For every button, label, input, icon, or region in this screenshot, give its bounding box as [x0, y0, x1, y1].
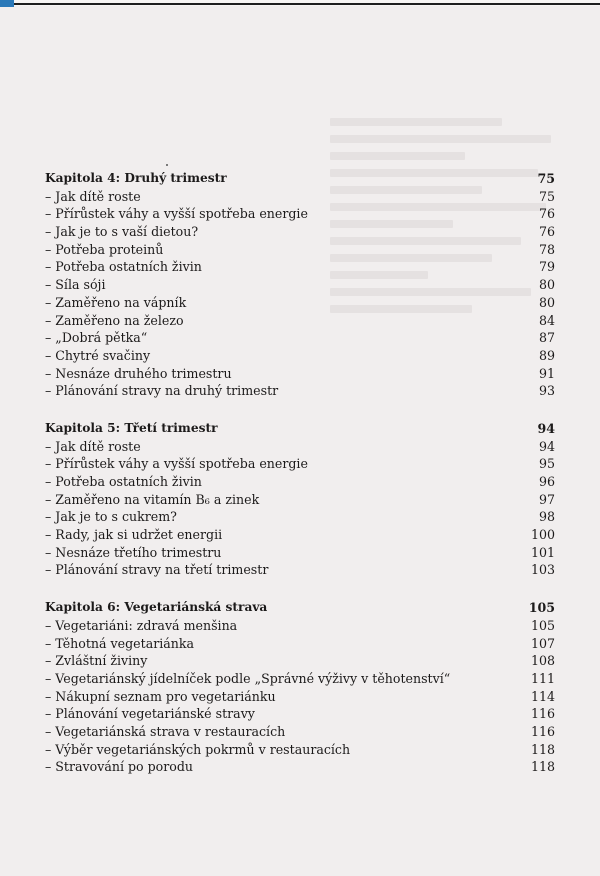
toc-entry	[45, 473, 555, 491]
entry-page: 103	[530, 562, 555, 578]
entry-page: 80	[538, 277, 555, 293]
entry-page: 94	[538, 438, 555, 454]
toc-entry	[45, 561, 555, 579]
entry-label: – Plánování stravy na druhý trimestr	[45, 383, 279, 399]
toc-entry	[45, 241, 555, 259]
entry-page: 91	[538, 365, 555, 381]
chapter-6	[45, 599, 555, 776]
toc-entry	[45, 526, 555, 544]
entry-page: 107	[530, 635, 555, 651]
entry-label: – Nákupní seznam pro vegetariánku	[45, 688, 276, 704]
entry-label: – Stravování po porodu	[45, 759, 194, 775]
table-of-contents	[45, 170, 555, 796]
entry-page: 101	[530, 544, 555, 560]
entry-page: 96	[538, 474, 555, 489]
toc-entry	[45, 223, 555, 241]
toc-entry	[45, 205, 555, 223]
toc-entry	[45, 365, 555, 383]
entry-label: – Zvláštní živiny	[45, 653, 148, 669]
toc-entry	[45, 491, 555, 509]
entry-label: – Jak dítě roste	[45, 438, 141, 454]
entry-page: 98	[538, 509, 555, 525]
entry-label: – Výběr vegetariánských pokrmů v restauracích	[45, 741, 351, 757]
entry-page: 76	[538, 206, 555, 222]
entry-label: – Plánování vegetariánské stravy	[45, 706, 255, 722]
entry-label: – Potřeba proteinů	[45, 241, 164, 257]
toc-entry	[45, 258, 555, 276]
entry-page: 97	[538, 491, 555, 507]
toc-entry	[45, 635, 555, 653]
toc-entry	[45, 652, 555, 670]
entry-label: – Nesnáze třetího trimestru	[45, 544, 222, 560]
binding-strip	[0, 0, 14, 7]
entry-page: 87	[538, 330, 555, 346]
entry-page: 84	[538, 312, 555, 328]
entry-label: – Potřeba ostatních živin	[45, 474, 202, 489]
entry-page: 93	[538, 383, 555, 399]
chapter-page: 75	[537, 171, 555, 186]
entry-label: – Nesnáze druhého trimestru	[45, 365, 232, 381]
toc-entry	[45, 312, 555, 330]
entry-page: 100	[530, 527, 555, 543]
toc-entry	[45, 758, 555, 776]
entry-label: – Vegetariáni: zdravá menšina	[45, 617, 238, 633]
chapter-heading	[45, 170, 555, 188]
toc-entry	[45, 438, 555, 456]
entry-label: – Přírůstek váhy a vyšší spotřeba energie	[45, 456, 308, 472]
toc-entry	[45, 329, 555, 347]
entry-page: 118	[530, 759, 555, 775]
entry-label: – Vegetariánská strava v restauracích	[45, 723, 286, 739]
entry-page: 79	[538, 259, 555, 275]
toc-entry	[45, 617, 555, 635]
entry-label: – Zaměřeno na železo	[45, 312, 184, 328]
toc-entry	[45, 276, 555, 294]
entry-page: 116	[530, 723, 555, 739]
entry-label: – Plánování stravy na třetí trimestr	[45, 562, 269, 578]
toc-entry	[45, 382, 555, 400]
entry-label: – Rady, jak si udržet energii	[45, 527, 223, 543]
toc-entry	[45, 294, 555, 312]
toc-entry	[45, 508, 555, 526]
toc-entry	[45, 688, 555, 706]
toc-entry	[45, 670, 555, 688]
entry-page: 118	[530, 741, 555, 757]
chapter-4	[45, 170, 555, 400]
toc-entry	[45, 347, 555, 365]
entry-label: – Síla sóji	[45, 277, 106, 293]
toc-entry	[45, 741, 555, 759]
entry-page: 89	[538, 347, 555, 363]
entry-label: – Zaměřeno na vápník	[45, 294, 187, 310]
entry-page: 75	[538, 188, 555, 204]
entry-label: – Jak je to s cukrem?	[45, 509, 177, 525]
entry-page: 78	[538, 241, 555, 257]
toc-entry	[45, 544, 555, 562]
print-speck	[166, 164, 168, 166]
entry-label: – Chytré svačiny	[45, 347, 151, 363]
entry-label: – Potřeba ostatních živin	[45, 259, 202, 275]
toc-entry	[45, 455, 555, 473]
chapter-5	[45, 420, 555, 579]
entry-label: – „Dobrá pětka“	[45, 330, 148, 346]
entry-label: – Těhotná vegetariánka	[45, 635, 195, 651]
chapter-page: 105	[528, 600, 555, 616]
entry-page: 76	[538, 224, 555, 240]
chapter-title: Kapitola 6: Vegetariánská strava	[45, 600, 268, 615]
toc-entry	[45, 723, 555, 741]
chapter-title: Kapitola 5: Třetí trimestr	[45, 420, 218, 435]
entry-page: 80	[538, 294, 555, 310]
toc-entry	[45, 188, 555, 206]
chapter-page: 94	[537, 420, 555, 436]
chapter-heading	[45, 420, 555, 438]
entry-page: 108	[530, 653, 555, 669]
entry-page: 95	[538, 456, 555, 472]
entry-page: 116	[530, 706, 555, 722]
entry-label: – Vegetariánský jídelníček podle „Správné výživy v těhotenství“	[45, 670, 451, 686]
entry-page: 105	[530, 617, 555, 633]
toc-entry	[45, 705, 555, 723]
chapter-title: Kapitola 4: Druhý trimestr	[45, 171, 227, 185]
entry-label: – Zaměřeno na vitamín B₆ a zinek	[45, 491, 260, 507]
entry-label: – Jak dítě roste	[45, 188, 141, 204]
page-top-rule	[0, 3, 600, 5]
entry-page: 114	[530, 688, 555, 704]
entry-label: – Přírůstek váhy a vyšší spotřeba energie	[45, 206, 308, 222]
chapter-heading	[45, 599, 555, 617]
entry-label: – Jak je to s vaší dietou?	[45, 224, 199, 240]
entry-page: 111	[530, 670, 555, 686]
